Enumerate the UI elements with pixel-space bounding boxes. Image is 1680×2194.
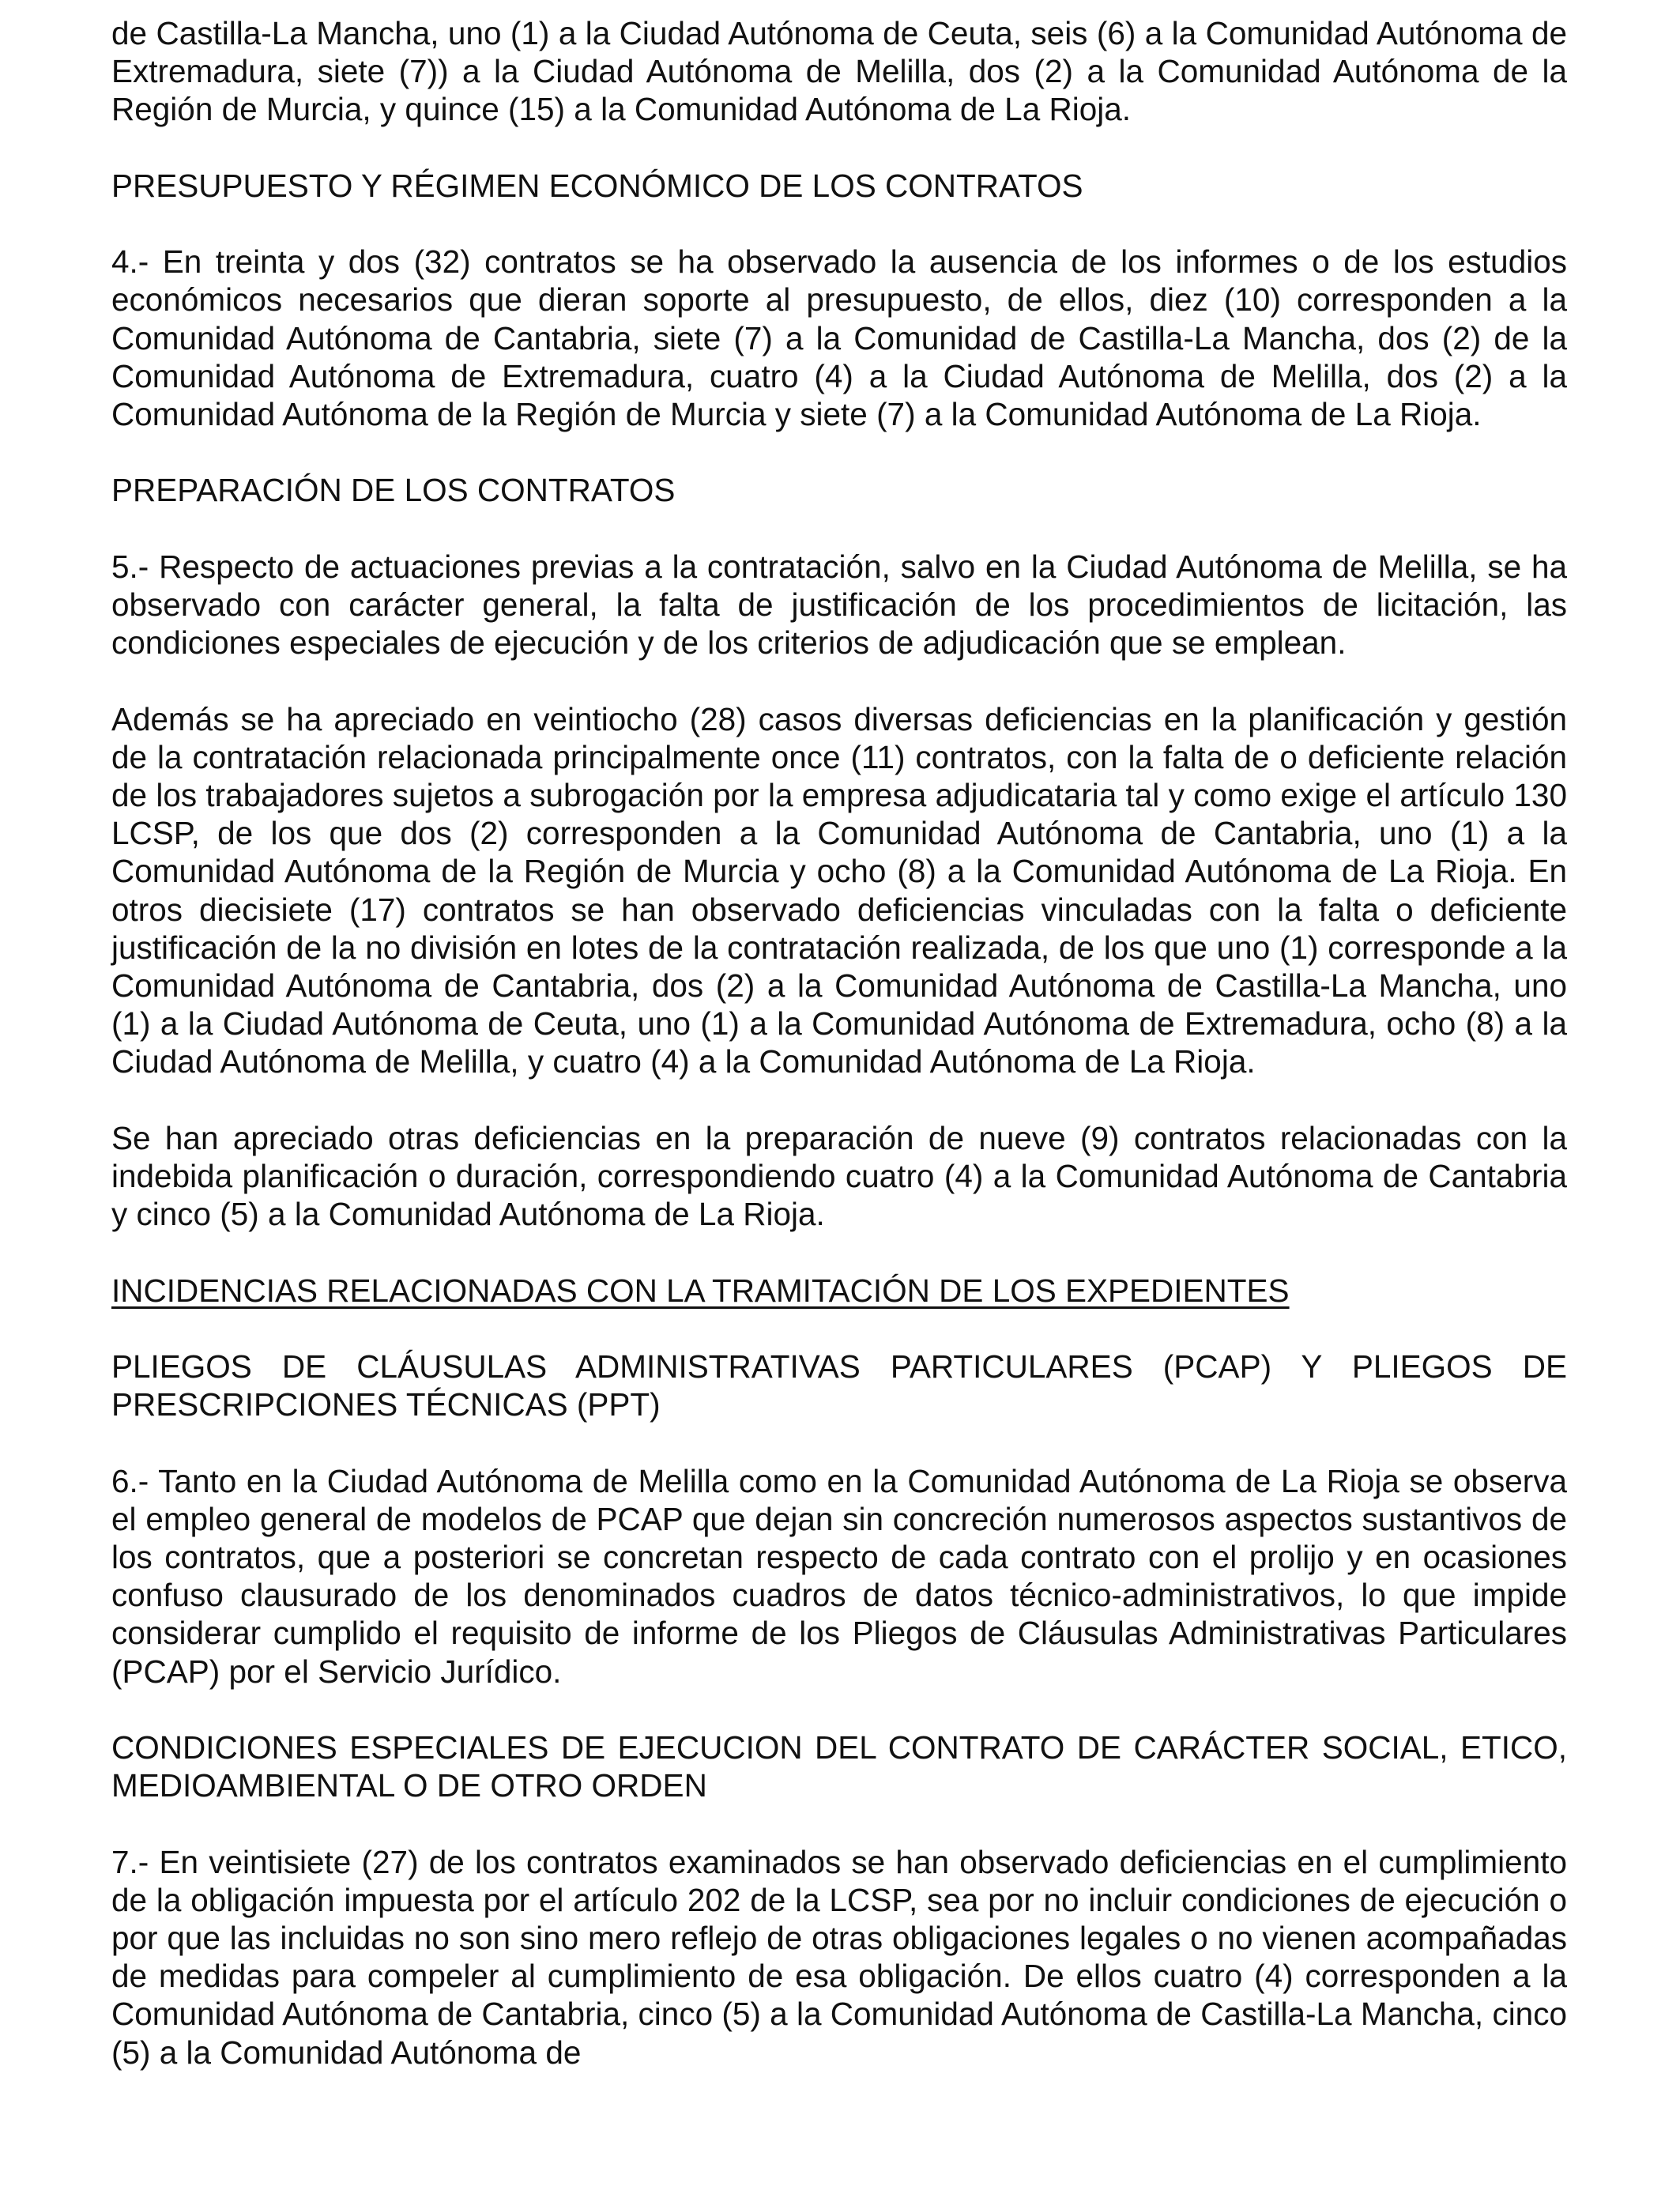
document-page [111, 14, 1567, 2071]
heading-presupuesto: PRESUPUESTO Y RÉGIMEN ECONÓMICO DE LOS CONTRATOS [111, 167, 1083, 204]
paragraph-continuation: de Castilla-La Mancha, uno (1) a la Ciudad Autónoma de Ceuta, seis (6) a la Comunidad Autónoma de Extremadura, siete (7)) a la Ciudad Autónoma de Melilla, dos (2) a la Comunidad Autónoma de la Región de Murcia, y quince (15) a la Comunidad Autónoma de La Rioja. [111, 15, 1567, 128]
paragraph-ademas: Además se ha apreciado en veintiocho (28) casos diversas deficiencias en la planificación y gestión de la contratación relacionada principalmente once (11) contratos, con la falta de o deficiente relación de los trabajadores sujetos a subrogación por la empresa adjudicataria tal y como exige el artículo 130 LCSP, de los que dos (2) corresponden a la Comunidad Autónoma de Cantabria, uno (1) a la Comunidad Autónoma de la Región de Murcia y ocho (8) a la Comunidad Autónoma de La Rioja. En otros diecisiete (17) contratos se han observado deficiencias vinculadas con la falta o deficiente justificación de la no división en lotes de la contratación realizada, de los que uno (1) corresponde a la Comunidad Autónoma de Cantabria, dos (2) a la Comunidad Autónoma de Castilla-La Mancha, uno (1) a la Ciudad Autónoma de Ceuta, uno (1) a la Comunidad Autónoma de Extremadura, ocho (8) a la Ciudad Autónoma de Melilla, y cuatro (4) a la Comunidad Autónoma de La Rioja. [111, 700, 1567, 1080]
paragraph-otras-deficiencias: Se han apreciado otras deficiencias en la preparación de nueve (9) contratos relacionadas con la indebida planificación o duración, correspondiendo cuatro (4) a la Comunidad Autónoma de Cantabria y cinco (5) a la Comunidad Autónoma de La Rioja. [111, 1119, 1567, 1233]
heading-incidencias: INCIDENCIAS RELACIONADAS CON LA TRAMITACIÓN DE LOS EXPEDIENTES [111, 1272, 1290, 1309]
paragraph-6: 6.- Tanto en la Ciudad Autónoma de Melilla como en la Comunidad Autónoma de La Rioja se observa el empleo general de modelos de PCAP que dejan sin concreción numerosos aspectos sustantivos de los contratos, que a posteriori se concretan respecto de cada contrato con el prolijo y en ocasiones confuso clausurado de los denominados cuadros de datos técnico-administrativos, lo que impide considerar cumplido el requisito de informe de los Pliegos de Cláusulas Administrativas Particulares (PCAP) por el Servicio Jurídico. [111, 1462, 1567, 1690]
heading-preparacion: PREPARACIÓN DE LOS CONTRATOS [111, 472, 676, 509]
paragraph-7: 7.- En veintisiete (27) de los contratos examinados se han observado deficiencias en el cumplimiento de la obligación impuesta por el artículo 202 de la LCSP, sea por no incluir condiciones de ejecución o por que las incluidas no son sino mero reflejo de otras obligaciones legales o no vienen acompañadas de medidas para compeler al cumplimiento de esa obligación. De ellos cuatro (4) corresponden a la Comunidad Autónoma de Cantabria, cinco (5) a la Comunidad Autónoma de Castilla-La Mancha, cinco (5) a la Comunidad Autónoma de [111, 1843, 1567, 2071]
paragraph-4: 4.- En treinta y dos (32) contratos se ha observado la ausencia de los informes o de los estudios económicos necesarios que dieran soporte al presupuesto, de ellos, diez (10) corresponden a la Comunidad Autónoma de Cantabria, siete (7) a la Comunidad de Castilla-La Mancha, dos (2) de la Comunidad Autónoma de Extremadura, cuatro (4) a la Ciudad Autónoma de Melilla, dos (2) a la Comunidad Autónoma de la Región de Murcia y siete (7) a la Comunidad Autónoma de La Rioja. [111, 243, 1567, 432]
paragraph-5: 5.- Respecto de actuaciones previas a la contratación, salvo en la Ciudad Autónoma de Melilla, se ha observado con carácter general, la falta de justificación de los procedimientos de licitación, las condiciones especiales de ejecución y de los criterios de adjudicación que se emplean. [111, 548, 1567, 662]
heading-pliegos: PLIEGOS DE CLÁUSULAS ADMINISTRATIVAS PARTICULARES (PCAP) Y PLIEGOS DE PRESCRIPCIONES TÉCNICAS (PPT) [111, 1348, 1567, 1423]
heading-condiciones: CONDICIONES ESPECIALES DE EJECUCION DEL CONTRATO DE CARÁCTER SOCIAL, ETICO, MEDIOAMBIENTAL O DE OTRO ORDEN [111, 1728, 1567, 1804]
